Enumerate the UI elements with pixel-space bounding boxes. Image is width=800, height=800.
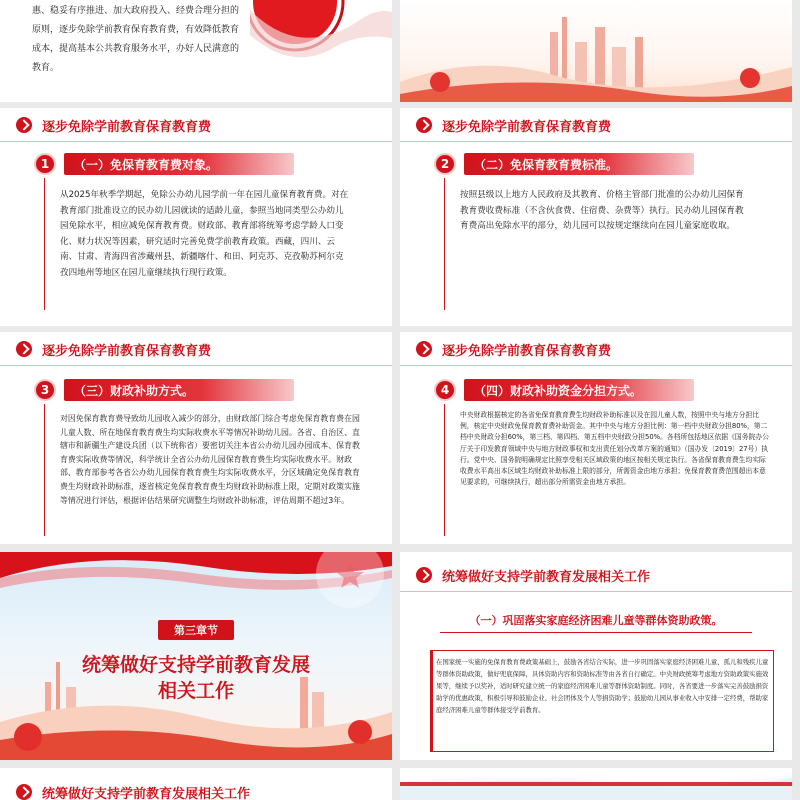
slide-top-right: [400, 0, 792, 102]
chevron-right-icon: [416, 117, 432, 133]
section-title: （二）免保育教育费标准。: [464, 153, 694, 175]
slide-body-text: 按照县级以上地方人民政府及其教育、价格主管部门批准的公办幼儿园保育教育费收费标准（不含伙食费、住宿费、杂费等）执行。民办幼儿园保育教育费高出免除水平的部分，幼儿园可以按规定继续向在园儿童家庭收取。: [460, 190, 744, 231]
slide-body-text: 惠、稳妥有序推进、加大政府投入、经费合理分担的原则，逐步免除学前教育保育教育费，有效降低教育成本，提高基本公共教育服务水平，办好人民满意的教育。: [32, 6, 240, 73]
slide-header: [0, 332, 392, 366]
slide-6: [400, 552, 792, 760]
section-title: （三）财政补助方式。: [64, 379, 294, 401]
section-number: 1: [34, 153, 56, 175]
section-title: （四）财政补助资金分担方式。: [464, 379, 694, 401]
chapter-badge: 第三章节: [158, 620, 234, 640]
slide-header-title: 逐步免除学前教育保育教育费: [42, 343, 212, 359]
city-skyline-illustration: [400, 12, 792, 102]
header-divider: [0, 141, 392, 142]
slide-header-title: 统筹做好支持学前教育发展相关工作: [42, 786, 251, 800]
section-number: 3: [34, 379, 56, 401]
slide-4: [400, 332, 792, 544]
slide-header: [0, 108, 392, 142]
slide-2: [400, 108, 792, 326]
section-subtitle: （一）巩固落实家庭经济困难儿童等群体资助政策。: [469, 614, 723, 627]
timeline-line: [44, 178, 45, 310]
slide-header: [400, 558, 792, 592]
section-number: 2: [434, 153, 456, 175]
section-title: （一）免保育教育费对象。: [64, 153, 294, 175]
header-divider: [0, 365, 392, 366]
slide-body-text: 对因免保育教育费导致幼儿园收入减少的部分，由财政部门综合考虑免保育教育费在园儿童人数、所在地保育教育费生均实际收费水平等情况补助幼儿园。各省、自治区、直辖市和新疆生产建设兵团（以下统称省）要密切关注本省公办幼儿园办园成本、保育教育费实际收费等情况，科学统计全省公办幼儿园保育教育费生均实际收费水平。财政部、教育部参考各省公办幼儿园保育教育费生均实际收费水平，分区域确定免保育教育费生均财政补助标准，逐省核定免保育教育费生均财政补助标准上限，定期对政策实施等情况进行评估，根据评估结果研究调整生均财政补助标准，评估周期不超过3年。: [60, 414, 360, 505]
slide-3: [0, 332, 392, 544]
red-ribbon-decoration: [400, 768, 792, 800]
section-pill: [34, 378, 294, 402]
slide-header: [400, 108, 792, 142]
slide-8: [400, 768, 792, 800]
timeline-line: [444, 404, 445, 536]
slide-5-chapter-cover: [0, 552, 392, 760]
section-pill: [434, 378, 694, 402]
slide-header-title: 逐步免除学前教育保育教育费: [442, 119, 612, 135]
slide-1: [0, 108, 392, 326]
slide-body-text: 中央财政根据核定的各省免保育教育费生均财政补助标准以及在园儿童人数，按照中央与地方分担比例，核定中央财政免保育教育费补助资金。其中中央与地方分担比例：第一档中央财政分担80%，第二档中央财政分担60%，第三档、第四档、第五档中央财政分担50%。各档所包括地区依据《国务院办公厅关于印发教育领域中央与地方财政事权和支出责任划分改革方案的通知》（国办发〔2019〕27号）执行。党中央、国务院明确规定比照享受相关区域政策的地区按相关规定执行。各省保育教育费生均实际收费水平高出本区域生均财政补助标准上限的部分，所需资金由地方承担；免保育教育费范围超出本意见要求的，可继续执行，超出部分所需资金由地方承担。: [460, 411, 769, 487]
chapter-title-line1: 统筹做好支持学前教育发展: [81, 654, 310, 676]
chevron-right-icon: [16, 341, 32, 357]
header-divider: [400, 141, 792, 142]
section-pill: [434, 152, 694, 176]
section-number: 4: [434, 379, 456, 401]
section-pill: [34, 152, 294, 176]
chevron-right-icon: [416, 567, 432, 583]
chevron-right-icon: [416, 341, 432, 357]
slide-header-title: 逐步免除学前教育保育教育费: [42, 119, 212, 135]
slide-header: [400, 332, 792, 366]
chevron-right-icon: [16, 117, 32, 133]
chevron-right-icon: [16, 784, 32, 800]
slide-body-text: 从2025年秋季学期起，免除公办幼儿园学前一年在园儿童保育教育费。对在教育部门批准设立的民办幼儿园就读的适龄儿童，参照当地同类型公办幼儿园免除水平，相应减免保育教育费。财政部、教育部将统筹考虑学龄人口变化、财力状况等因素，研究适时完善免费学前教育政策。西藏，四川、云南、甘肃、青海四省涉藏州县，新疆喀什、和田、阿克苏、克孜勒苏柯尔克孜四地州等地区在园儿童继续执行现行政策。: [60, 190, 349, 278]
slide-body-text: 在国家统一实施的免保育教育费政策基础上，鼓励各省结合实际，进一步巩固落实家庭经济困难儿童、孤儿和残疾儿童等群体资助政策，做好兜底保障，具体资助内容和资助标准等由各省自行确定。中央财政统筹考虑地方资助政策实施效果等，继续予以奖补，适时研究建立统一的家庭经济困难儿童等群体资助制度。同时，各省要进一步落实完善鼓励捐资助学的优惠政策，积极引导和鼓励企业、社会团体及个人等捐资助学；鼓励幼儿园从事业收入中安排一定经费，帮助家庭经济困难儿童等群体接受学前教育。: [436, 658, 769, 714]
slide-header-title: 逐步免除学前教育保育教育费: [442, 343, 612, 359]
header-divider: [400, 365, 792, 366]
slide-7: [0, 768, 392, 800]
slide-top-left: [0, 0, 392, 102]
chapter-title-line2: 相关工作: [157, 680, 234, 702]
red-ribbon-decoration: [250, 0, 392, 70]
header-divider: [400, 591, 792, 592]
slide-header-title: 统筹做好支持学前教育发展相关工作: [442, 569, 651, 585]
timeline-line: [444, 178, 445, 310]
slide-header: [0, 782, 392, 800]
subtitle-underline: [440, 632, 752, 633]
timeline-line: [44, 404, 45, 536]
